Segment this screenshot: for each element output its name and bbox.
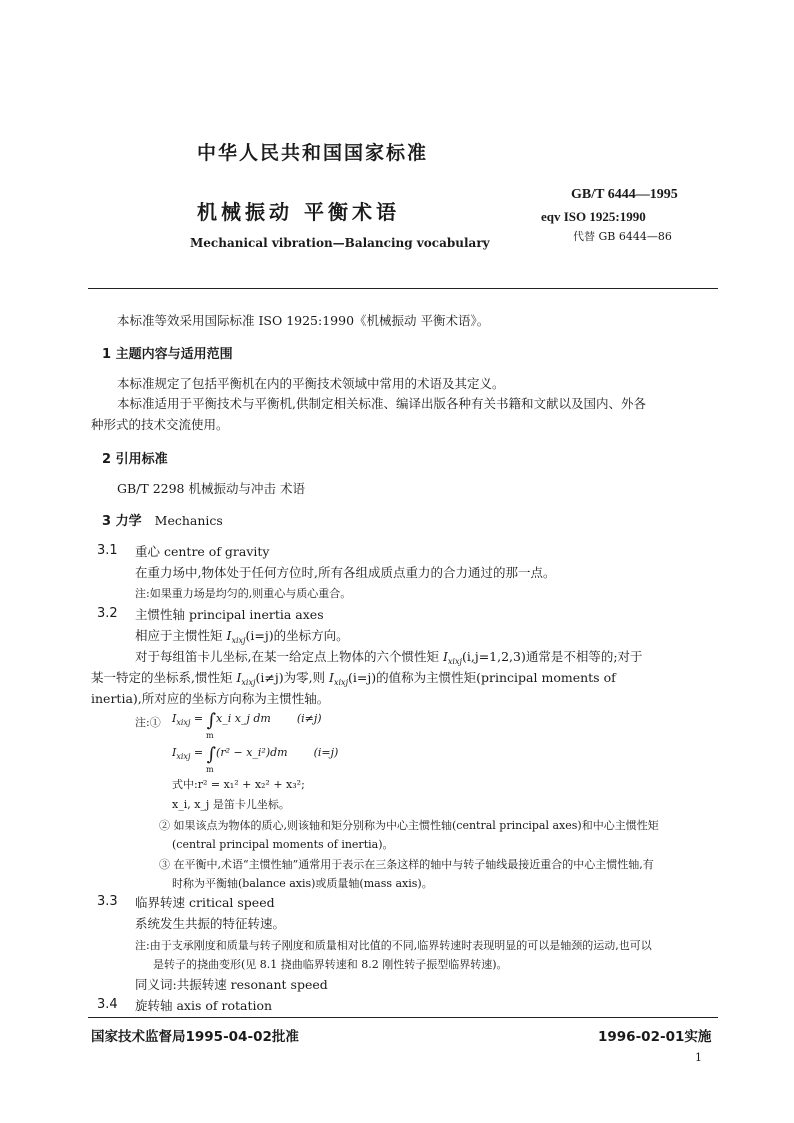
- referenced-standard: GB/T 2298 机械振动与冲击 术语: [117, 481, 305, 496]
- term-3-3-number: 3.3: [97, 894, 118, 909]
- inertia-symbol: $I_{xixj}$: [236, 670, 256, 687]
- term-3-2-note-2-line-1: ② 如果该点为物体的质心,则该轴和矩分别称为中心主惯性轴(central principal axes)和中心主惯性矩: [159, 819, 659, 832]
- term-3-1-definition: 在重力场中,物体处于任何方位时,所有各组成质点重力的合力通过的那一点。: [135, 565, 556, 580]
- term-3-3-note-line-1: 注:由于支承刚度和质量与转子刚度和质量相对比值的不同,临界转速时表现明显的可以是轴颈的运动,也可以: [135, 939, 652, 952]
- term-3-2-note-3-line-2: 时称为平衡轴(balance axis)或质量轴(mass axis)。: [172, 877, 433, 890]
- page-number: 1: [695, 1051, 702, 1064]
- section-1-paragraph-1: 本标准规定了包括平衡机在内的平衡技术领域中常用的术语及其定义。: [117, 376, 505, 391]
- term-3-2-name: 主惯性轴 principal inertia axes: [135, 607, 324, 622]
- term-3-3-synonym: 同义词:共振转速 resonant speed: [135, 977, 328, 992]
- def-line-2-text-b: (i,j=1,2,3)通常是不相等的;对于: [461, 649, 643, 664]
- def-line-3-text-a: 某一特定的坐标系,惯性矩: [91, 670, 237, 685]
- term-3-2-definition-line-4: inertia),所对应的坐标方向称为主惯性轴。: [91, 691, 330, 706]
- inertia-symbol: $I_{xixj}$: [442, 649, 462, 666]
- integral-domain-2: m: [206, 765, 214, 774]
- formula-1: $I_{xixj}$ = ∫x_i x_j dm (i≠j): [172, 710, 322, 731]
- header-divider: [88, 288, 718, 289]
- def-line-1-text-a: 相应于主惯性矩: [135, 628, 227, 643]
- term-3-3-definition: 系统发生共振的特征转速。: [135, 916, 286, 931]
- section-1-paragraph-2-line-2: 种形式的技术交流使用。: [91, 417, 229, 432]
- term-3-2-definition-line-3: [91, 668, 616, 687]
- term-3-3-name: 临界转速 critical speed: [135, 895, 275, 910]
- section-3-heading-cn: 3 力学: [102, 514, 142, 529]
- term-3-1-note: 注:如果重力场是均匀的,则重心与质心重合。: [135, 587, 352, 600]
- section-3-heading-en: Mechanics: [154, 513, 223, 528]
- formula-variable-definition: x_i, x_j 是笛卡儿坐标。: [172, 798, 290, 811]
- term-3-2-note-3-line-1: ③ 在平衡中,术语“主惯性轴”通常用于表示在三条这样的轴中与转子轴线最接近重合的中心主惯性轴,有: [159, 858, 654, 871]
- def-line-3-text-c: (i=j)的值称为主惯性矩(principal moments of: [348, 670, 616, 685]
- def-line-1-text-b: (i=j)的坐标方向。: [245, 628, 349, 643]
- term-3-2-note-1-label: 注:①: [135, 716, 161, 729]
- section-1-paragraph-2-line-1: 本标准适用于平衡技术与平衡机,供制定相关标准、编译出版各种有关书籍和文献以及国内、外各: [117, 396, 646, 411]
- issuing-authority-title: 中华人民共和国国家标准: [197, 142, 429, 164]
- approval-date: 国家技术监督局1995-04-02批准: [91, 1029, 299, 1045]
- term-3-2-number: 3.2: [97, 606, 118, 621]
- term-3-2-note-2-line-2: (central principal moments of inertia)。: [172, 838, 394, 851]
- integral-sign: ∫: [206, 744, 217, 765]
- def-line-3-text-b: (i≠j)为零,则: [255, 670, 330, 685]
- term-3-4-number: 3.4: [97, 997, 118, 1012]
- section-3-heading: [102, 510, 223, 529]
- inertia-symbol: $I_{xixj}$: [329, 670, 349, 687]
- section-2-heading: 2 引用标准: [102, 452, 168, 467]
- term-3-3-note-line-2: 是转子的挠曲变形(见 8.1 挠曲临界转速和 8.2 刚性转子振型临界转速)。: [153, 958, 508, 971]
- def-line-2-text-a: 对于每组笛卡儿坐标,在某一给定点上物体的六个惯性矩: [135, 649, 443, 664]
- intro-paragraph: 本标准等效采用国际标准 ISO 1925:1990《机械振动 平衡术语》。: [117, 313, 490, 328]
- equivalent-standard: eqv ISO 1925:1990: [541, 209, 646, 224]
- standard-title-chinese: 机械振动 平衡术语: [197, 200, 400, 224]
- effective-date: 1996-02-01实施: [598, 1029, 712, 1045]
- formula-2: $I_{xixj} = \int(r^2$ − x_i²)dm (i=j): [172, 744, 339, 765]
- term-3-2-definition-line-1: [135, 626, 349, 645]
- section-1-heading: 1 主题内容与适用范围: [102, 347, 233, 362]
- term-3-1-number: 3.1: [97, 543, 118, 558]
- standard-title-english: Mechanical vibration—Balancing vocabulary: [190, 236, 490, 250]
- integral-sign: ∫: [206, 710, 217, 731]
- footer-divider: [88, 1017, 718, 1018]
- term-3-1-name: 重心 centre of gravity: [135, 544, 270, 559]
- term-3-2-definition-line-2: [135, 647, 643, 666]
- standard-code: GB/T 6444—1995: [571, 187, 678, 202]
- term-3-4-name: 旋转轴 axis of rotation: [135, 998, 273, 1013]
- formula-where-clause: 式中:r² = x₁² + x₂² + x₃²;: [172, 778, 305, 791]
- integral-domain-1: m: [206, 731, 214, 740]
- inertia-symbol: $I_{xixj}$: [226, 628, 246, 645]
- replaced-standard: 代替 GB 6444—86: [573, 230, 672, 243]
